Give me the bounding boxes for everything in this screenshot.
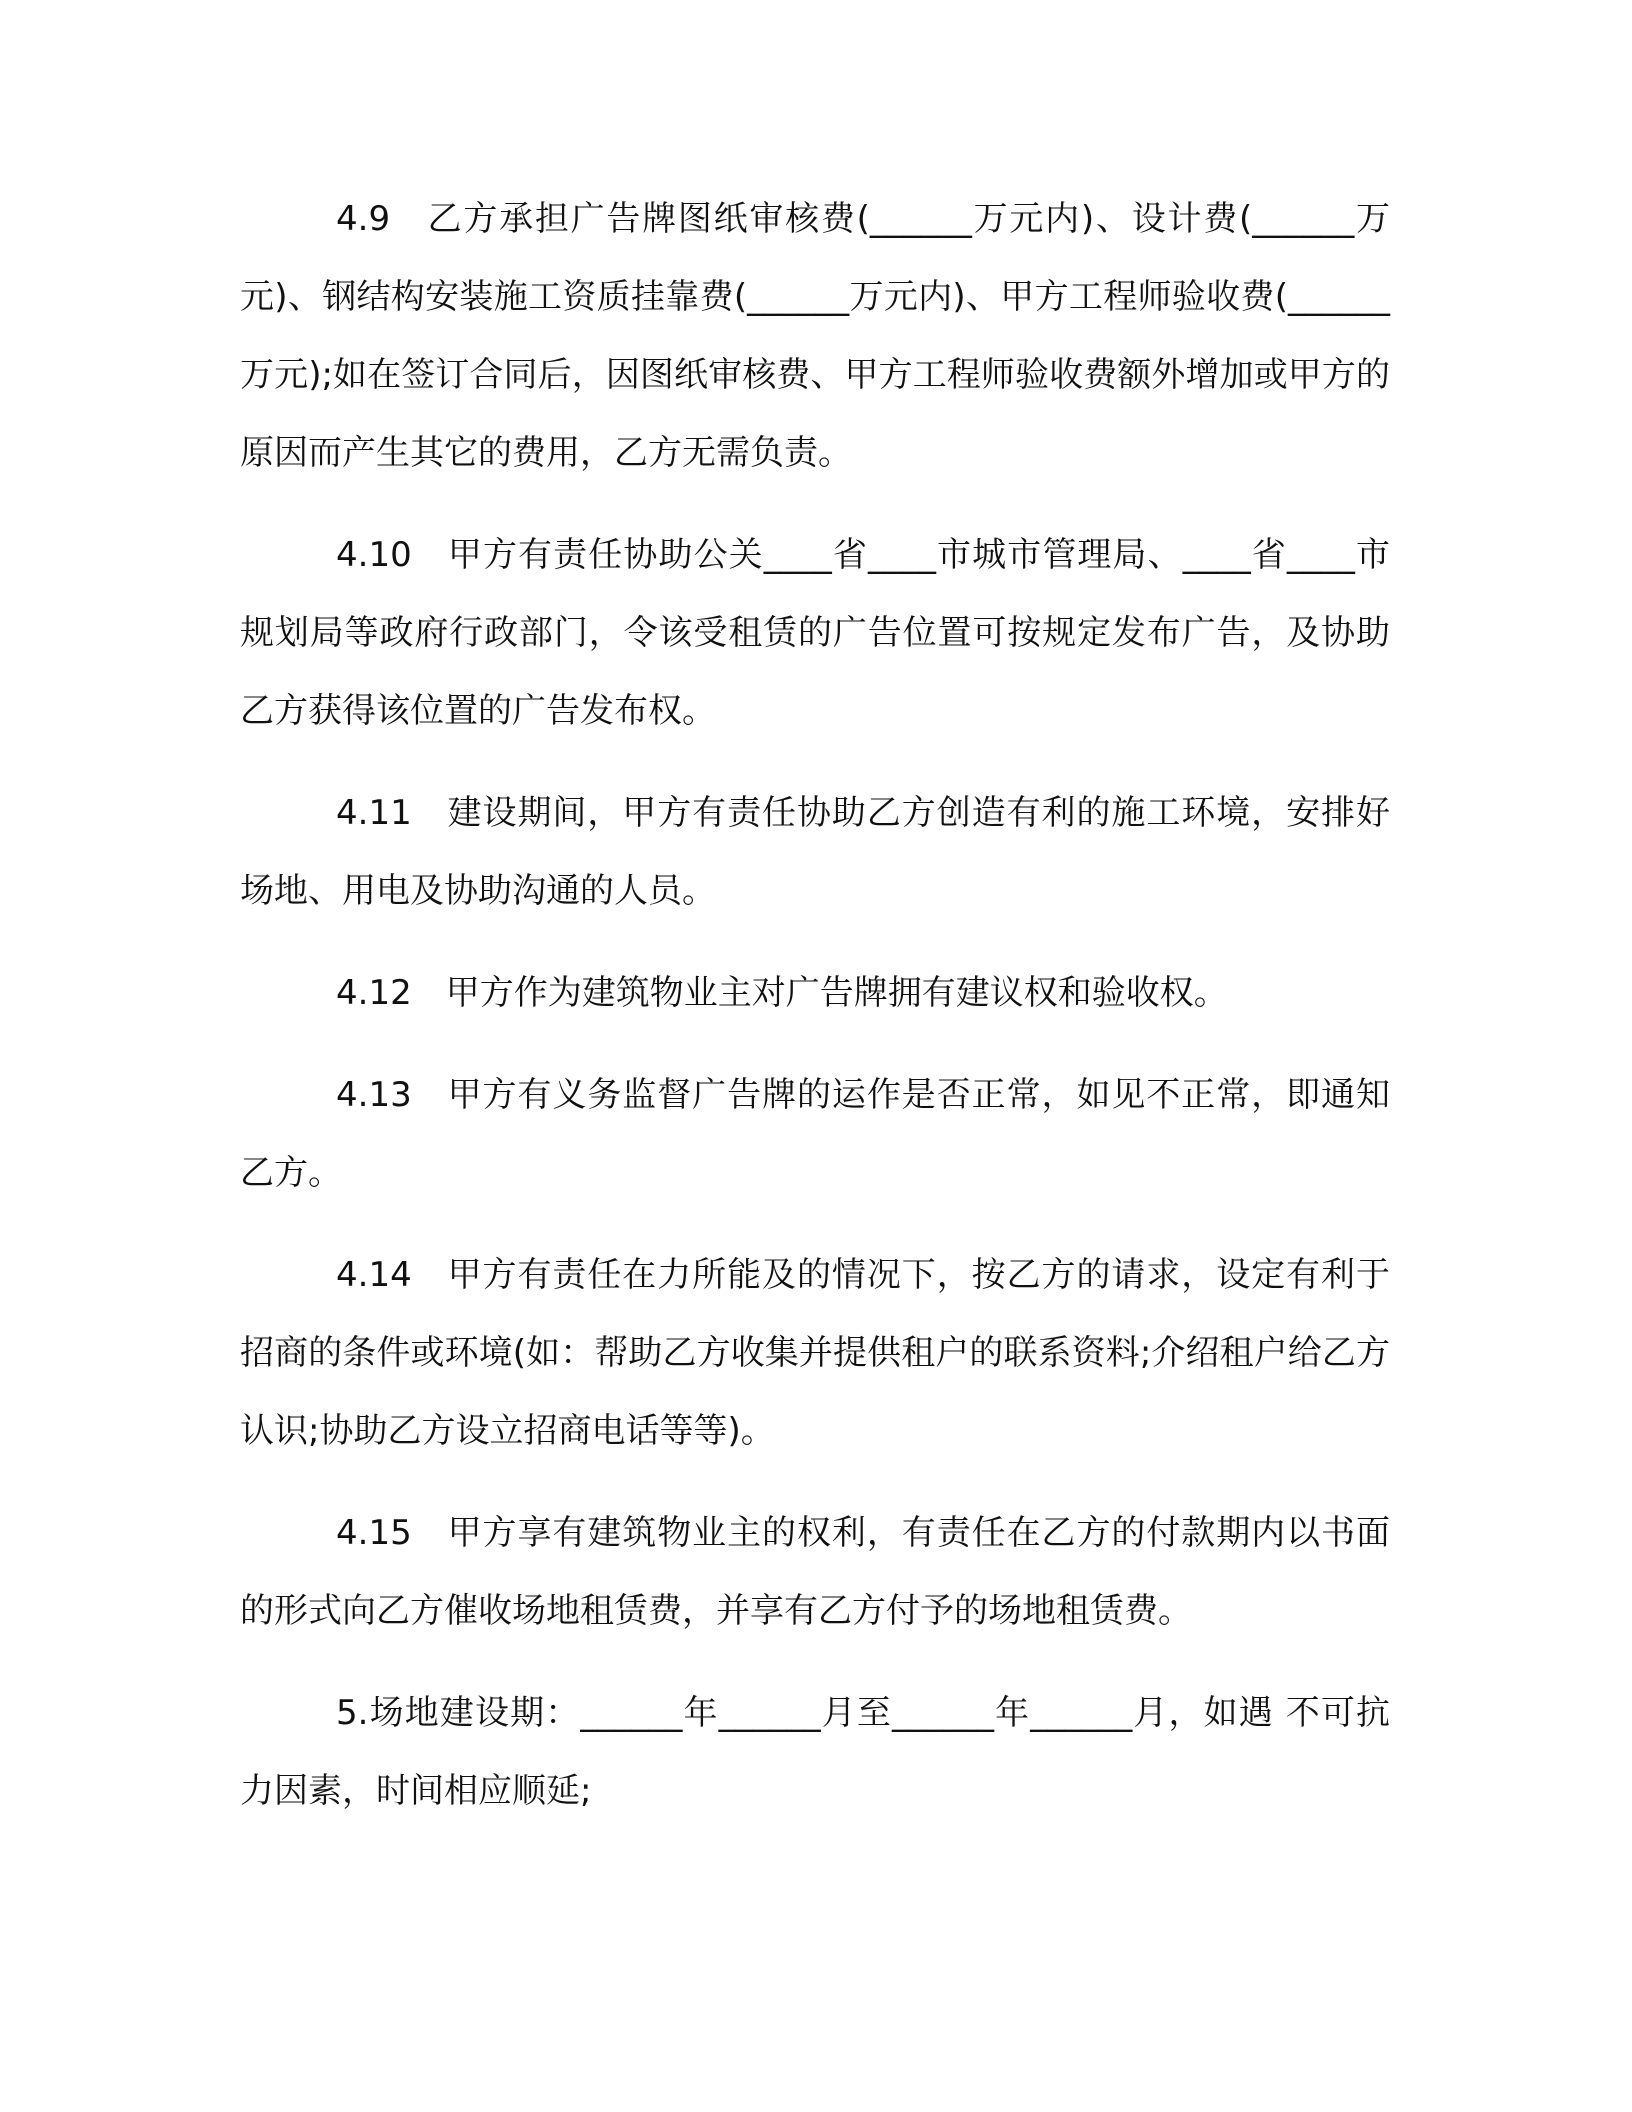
clause-4-13: 4.13 甲方有义务监督广告牌的运作是否正常，如见不正常，即通知乙方。 [240, 1075, 1390, 1193]
clause-4-12: 4.12 甲方作为建筑物业主对广告牌拥有建议权和验收权。 [336, 973, 1228, 1013]
clause-4-10: 4.10 甲方有责任协助公关____省____市城市管理局、____省____市规划局等政府行政部门，令该受租赁的广告位置可按规定发布广告，及协助乙方获得该位置的广告发布权。 [240, 535, 1390, 731]
clause-4-15: 4.15 甲方享有建筑物业主的权利，有责任在乙方的付款期内以书面的形式向乙方催收场地租赁费，并享有乙方付予的场地租赁费。 [240, 1513, 1390, 1631]
clause-4-11: 4.11 建设期间，甲方有责任协助乙方创造有利的施工环境，安排好场地、用电及协助沟通的人员。 [240, 793, 1390, 911]
clause-5: 5.场地建设期：______年______月至______年______月，如遇 不可抗力因素，时间相应顺延; [240, 1693, 1390, 1811]
clause-4-14: 4.14 甲方有责任在力所能及的情况下，按乙方的请求，设定有利于招商的条件或环境(如：帮助乙方收集并提供租户的联系资料;介绍租户给乙方认识;协助乙方设立招商电话等等)。 [240, 1255, 1390, 1451]
clause-4-9: 4.9 乙方承担广告牌图纸审核费(______万元内)、设计费(______万元)、钢结构安装施工资质挂靠费(______万元内)、甲方工程师验收费(______万元);如在签订合同后，因图纸审核费、甲方工程师验收费额外增加或甲方的原因而产生其它的费用，乙方无需负责。 [240, 199, 1390, 473]
contract-text [240, 180, 1390, 1854]
